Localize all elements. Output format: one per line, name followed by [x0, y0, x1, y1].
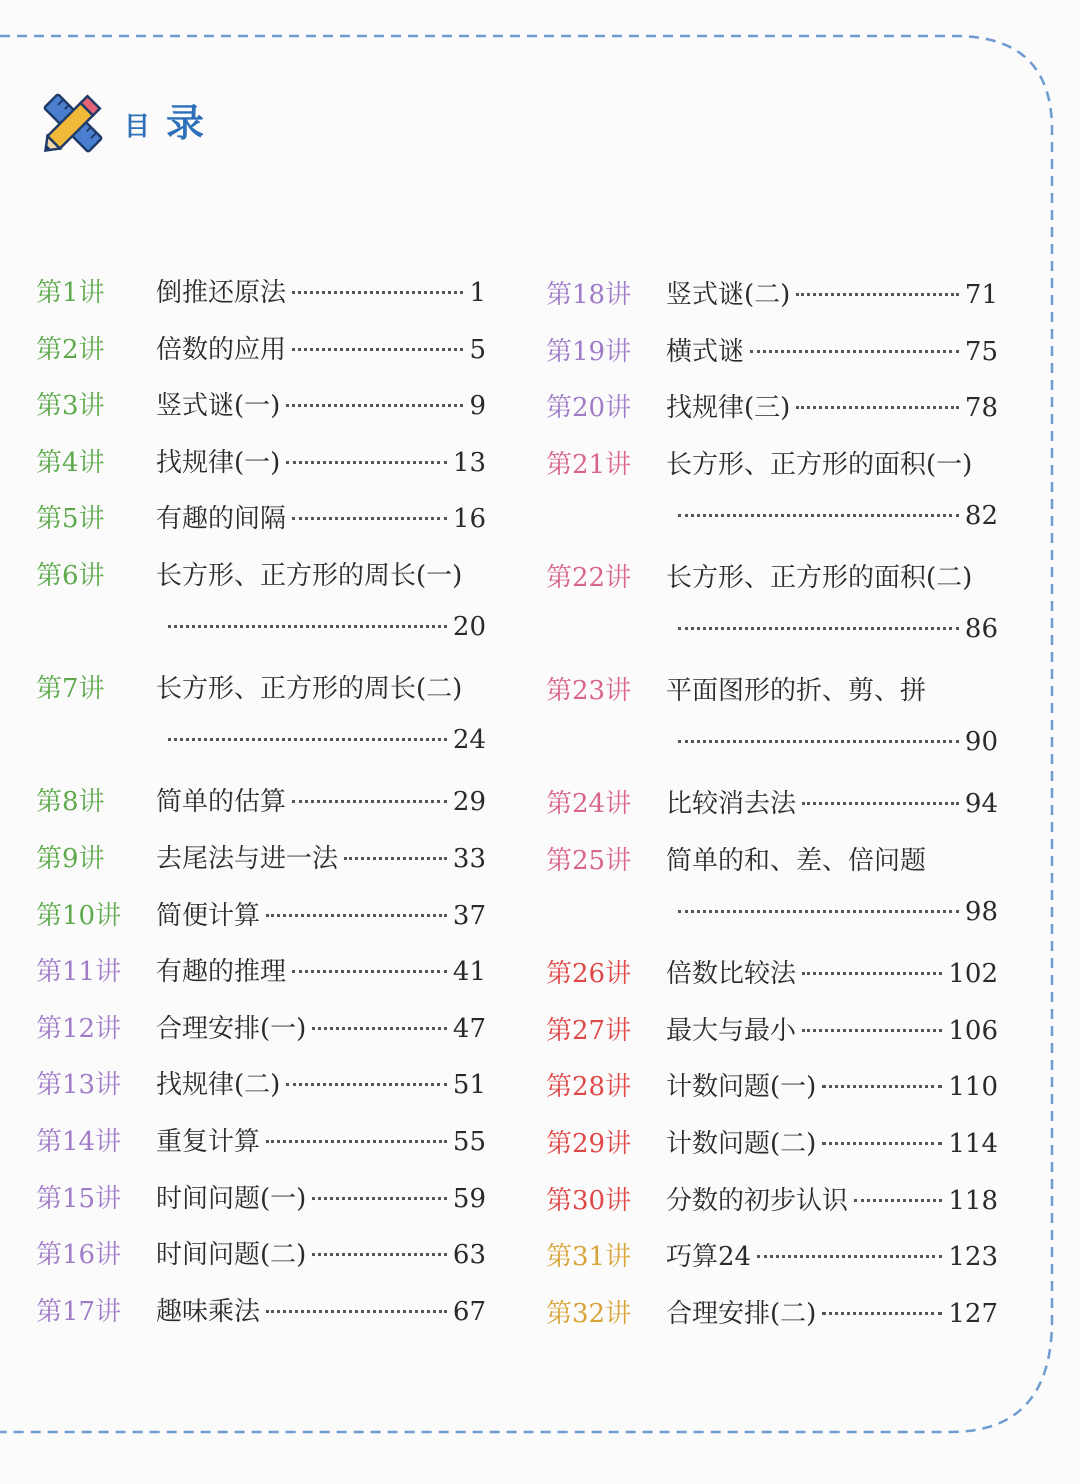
- dot-leader: [822, 1142, 942, 1145]
- dot-leader: [292, 291, 463, 294]
- lecture-number: 第30讲: [546, 1185, 632, 1216]
- lecture-number: 第18讲: [546, 280, 632, 310]
- lecture-title: 长方形、正方形的周长(二): [156, 674, 463, 705]
- dot-leader: [286, 461, 447, 464]
- lecture-title: 计数问题(一): [666, 1072, 817, 1103]
- lecture-title: 比较消去法: [666, 789, 797, 820]
- page-number: 63: [452, 1240, 486, 1271]
- dot-leader: [168, 738, 447, 741]
- page-number: 37: [452, 900, 486, 931]
- toc-entry[interactable]: [546, 323, 998, 380]
- lecture-number: 第1讲: [36, 278, 105, 308]
- toc-entry[interactable]: [546, 1115, 998, 1172]
- dot-leader: [266, 914, 447, 917]
- lecture-title: 倍数的应用: [156, 334, 287, 365]
- lecture-number: 第23讲: [546, 676, 632, 707]
- lecture-number: 第6讲: [36, 560, 105, 591]
- lecture-number: 第28讲: [546, 1072, 632, 1103]
- lecture-title: 去尾法与进一法: [156, 843, 339, 874]
- lecture-title: 有趣的推理: [156, 957, 287, 988]
- lecture-title: 长方形、正方形的周长(一): [156, 560, 463, 591]
- dot-leader: [750, 350, 959, 353]
- toc-entry[interactable]: [546, 436, 998, 549]
- lecture-title: 横式谜: [666, 336, 745, 367]
- lecture-number: 第2讲: [36, 334, 105, 365]
- lecture-number: 第7讲: [36, 674, 105, 705]
- toc-entry[interactable]: [546, 1002, 998, 1059]
- page-number: 78: [964, 393, 998, 424]
- page-number: 47: [452, 1013, 486, 1044]
- toc-entry[interactable]: [546, 662, 998, 775]
- lecture-title: 分数的初步认识: [666, 1185, 849, 1216]
- lecture-number: 第32讲: [546, 1298, 632, 1329]
- page-number: 13: [452, 447, 486, 478]
- toc-entry[interactable]: [36, 1000, 486, 1057]
- page-title: [124, 102, 204, 144]
- page-number: 20: [452, 611, 486, 642]
- dot-leader: [678, 627, 959, 630]
- lecture-number: 第3讲: [36, 391, 105, 422]
- toc-entry[interactable]: [36, 1283, 486, 1340]
- lecture-title: 倍数比较法: [666, 959, 797, 990]
- page-number: 118: [948, 1185, 998, 1216]
- dot-leader: [292, 517, 447, 520]
- toc-column-left: [36, 264, 486, 1339]
- toc-entry[interactable]: [36, 264, 486, 321]
- lecture-number: 第4讲: [36, 447, 105, 478]
- toc-entry[interactable]: [36, 490, 486, 547]
- toc-entry[interactable]: [36, 434, 486, 491]
- lecture-number: 第25讲: [546, 845, 632, 876]
- lecture-title: 找规律(三): [666, 393, 791, 424]
- lecture-number: 第9讲: [36, 843, 105, 874]
- lecture-number: 第12讲: [36, 1013, 122, 1044]
- dot-leader: [286, 1083, 447, 1086]
- page-number: 127: [948, 1298, 998, 1329]
- dot-leader: [678, 740, 959, 743]
- lecture-number: 第14讲: [36, 1126, 122, 1157]
- toc-entry[interactable]: [546, 945, 998, 1002]
- dot-leader: [796, 406, 959, 409]
- page-number: 90: [964, 727, 998, 758]
- page-number: 98: [964, 896, 998, 927]
- lecture-number: 第17讲: [36, 1296, 122, 1327]
- lecture-title: 找规律(一): [156, 447, 281, 478]
- dot-leader: [678, 910, 959, 913]
- lecture-title: 合理安排(二): [666, 1298, 817, 1329]
- page-number: 82: [964, 500, 998, 531]
- toc-entry[interactable]: [36, 547, 486, 660]
- dot-leader: [292, 970, 447, 973]
- toc-entry[interactable]: [546, 549, 998, 662]
- lecture-title: 时间问题(二): [156, 1240, 307, 1271]
- dot-leader: [292, 348, 463, 351]
- dot-leader: [312, 1197, 447, 1200]
- dot-leader: [266, 1140, 447, 1143]
- page-number: 16: [452, 504, 486, 535]
- page-number: 41: [452, 957, 486, 988]
- lecture-number: 第20讲: [546, 393, 632, 424]
- lecture-number: 第13讲: [36, 1070, 122, 1101]
- toc-entry[interactable]: [36, 773, 486, 830]
- dot-leader: [266, 1310, 447, 1313]
- lecture-title: 简单的和、差、倍问题: [666, 845, 927, 876]
- page-number: 86: [964, 613, 998, 644]
- page-number: 106: [948, 1015, 998, 1046]
- lecture-number: 第21讲: [546, 449, 632, 480]
- lecture-title: 有趣的间隔: [156, 504, 287, 535]
- lecture-title: 长方形、正方形的面积(一): [666, 449, 973, 480]
- toc-entry[interactable]: [36, 377, 486, 434]
- page-number: 9: [469, 391, 486, 422]
- lecture-title: 最大与最小: [666, 1015, 797, 1046]
- lecture-number: 第27讲: [546, 1015, 632, 1046]
- title-char-mu: 目: [124, 112, 151, 142]
- lecture-title: 巧算24: [666, 1242, 752, 1273]
- lecture-number: 第10讲: [36, 900, 122, 931]
- lecture-number: 第26讲: [546, 959, 632, 990]
- dot-leader: [286, 404, 463, 407]
- toc-entry[interactable]: [546, 832, 998, 945]
- dot-leader: [802, 802, 959, 805]
- lecture-number: 第5讲: [36, 504, 105, 535]
- dot-leader: [796, 293, 959, 296]
- lecture-title: 合理安排(一): [156, 1013, 307, 1044]
- toc-entry[interactable]: [36, 660, 486, 773]
- page-number: 114: [948, 1128, 998, 1159]
- lecture-title: 时间问题(一): [156, 1183, 307, 1214]
- toc-entry[interactable]: [36, 1226, 486, 1283]
- lecture-number: 第19讲: [546, 336, 632, 367]
- toc-entry[interactable]: [36, 321, 486, 378]
- lecture-number: 第15讲: [36, 1183, 122, 1214]
- dot-leader: [168, 625, 447, 628]
- lecture-number: 第16讲: [36, 1240, 122, 1271]
- page-number: 67: [452, 1296, 486, 1327]
- toc-entry[interactable]: [546, 1228, 998, 1285]
- lecture-title: 找规律(二): [156, 1070, 281, 1101]
- lecture-number: 第29讲: [546, 1128, 632, 1159]
- toc-entry[interactable]: [546, 1058, 998, 1115]
- lecture-title: 计数问题(二): [666, 1128, 817, 1159]
- dot-leader: [292, 800, 447, 803]
- dot-leader: [822, 1312, 942, 1315]
- toc-entry[interactable]: [36, 943, 486, 1000]
- title-char-lu: 录: [166, 101, 205, 145]
- page-number: 29: [452, 787, 486, 818]
- dot-leader: [822, 1085, 942, 1088]
- page-number: 55: [452, 1126, 486, 1157]
- toc-header: [34, 84, 204, 162]
- page-number: 94: [964, 789, 998, 820]
- toc-entry[interactable]: [546, 1172, 998, 1229]
- dot-leader: [312, 1027, 447, 1030]
- toc-entry[interactable]: [36, 830, 486, 887]
- lecture-title: 简便计算: [156, 900, 261, 931]
- toc-entry[interactable]: [36, 887, 486, 944]
- page-number: 71: [964, 280, 998, 310]
- toc-entry[interactable]: [546, 266, 998, 323]
- dot-leader: [757, 1255, 942, 1258]
- dot-leader: [312, 1253, 447, 1256]
- lecture-number: 第24讲: [546, 789, 632, 820]
- page-number: 110: [948, 1072, 998, 1103]
- toc-entry[interactable]: [546, 1285, 998, 1342]
- toc-entry[interactable]: [36, 1170, 486, 1227]
- page-number: 51: [452, 1070, 486, 1101]
- page-number: 102: [948, 959, 998, 990]
- toc-entry[interactable]: [546, 775, 998, 832]
- toc-entry[interactable]: [36, 1113, 486, 1170]
- lecture-title: 趣味乘法: [156, 1296, 261, 1327]
- page-number: 123: [948, 1242, 998, 1273]
- lecture-title: 竖式谜(一): [156, 391, 281, 422]
- dot-leader: [344, 857, 447, 860]
- page-number: 59: [452, 1183, 486, 1214]
- dot-leader: [802, 1029, 942, 1032]
- lecture-title: 竖式谜(二): [666, 280, 791, 310]
- toc-column-right: [546, 266, 998, 1341]
- dot-leader: [802, 972, 942, 975]
- lecture-number: 第22讲: [546, 562, 632, 593]
- lecture-title: 重复计算: [156, 1126, 261, 1157]
- toc-entry[interactable]: [546, 379, 998, 436]
- lecture-number: 第8讲: [36, 787, 105, 818]
- dot-leader: [854, 1199, 942, 1202]
- toc-entry[interactable]: [36, 1056, 486, 1113]
- ruler-pencil-icon: [34, 84, 112, 162]
- page-number: 5: [469, 334, 486, 365]
- page-number: 24: [452, 725, 486, 756]
- lecture-title: 倒推还原法: [156, 278, 287, 308]
- lecture-number: 第31讲: [546, 1242, 632, 1273]
- dot-leader: [678, 514, 959, 517]
- page-number: 75: [964, 336, 998, 367]
- page-number: 1: [469, 278, 486, 308]
- lecture-number: 第11讲: [36, 957, 122, 988]
- lecture-title: 长方形、正方形的面积(二): [666, 562, 973, 593]
- page-number: 33: [452, 843, 486, 874]
- lecture-title: 简单的估算: [156, 787, 287, 818]
- lecture-title: 平面图形的折、剪、拼: [666, 676, 927, 707]
